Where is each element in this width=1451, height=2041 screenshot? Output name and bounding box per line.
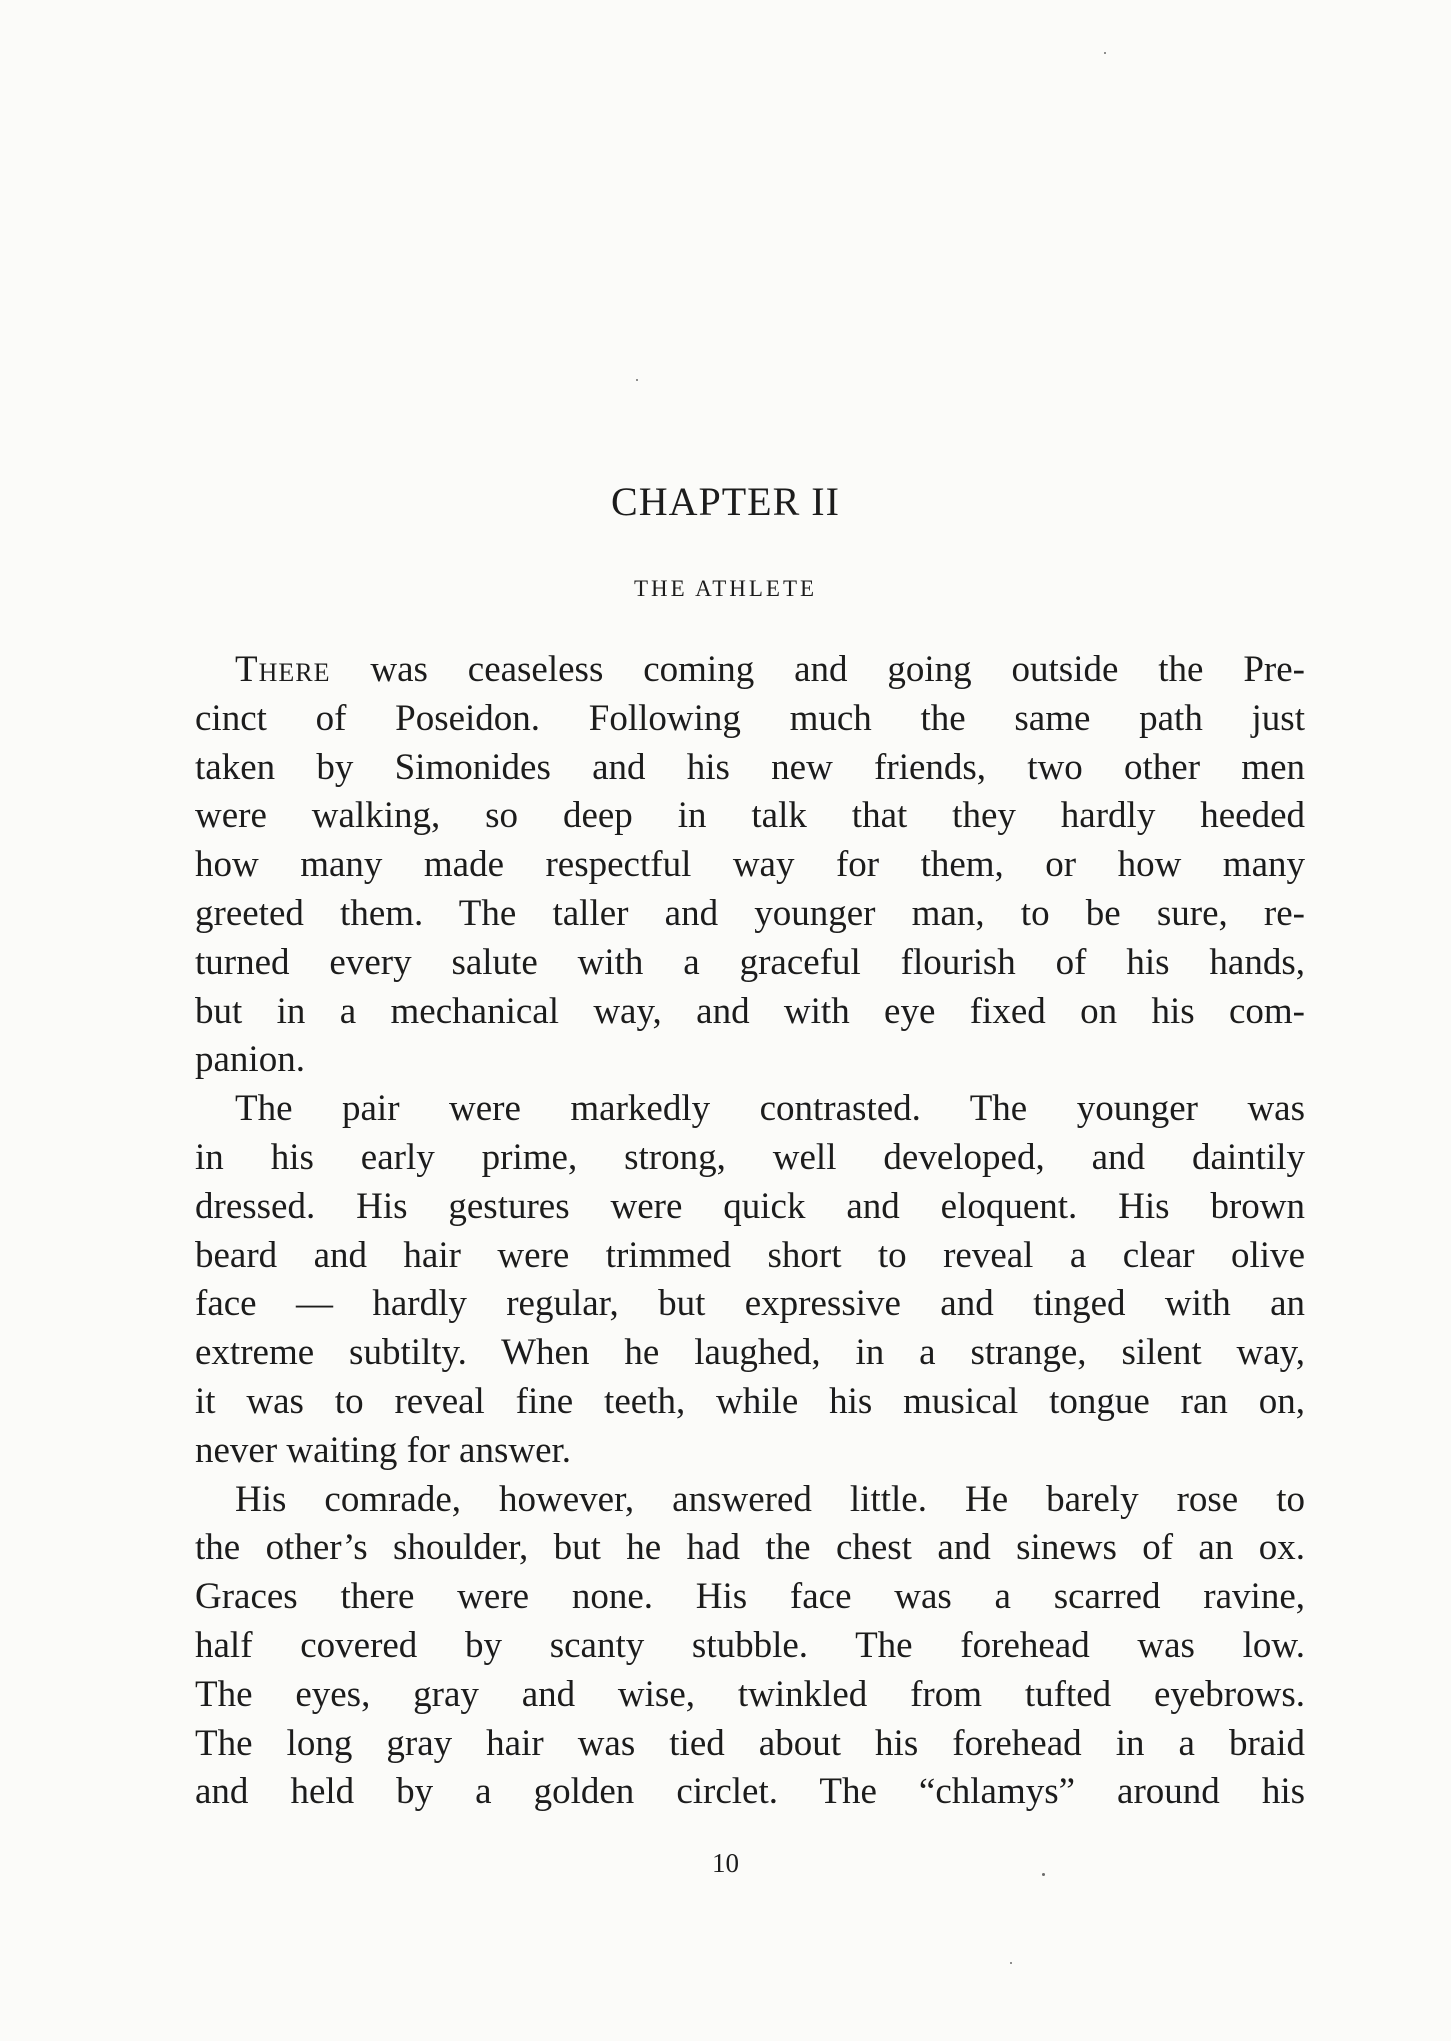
text-line: The eyes, gray and wise, twinkled from tufted eyebrows. (195, 1673, 1305, 1715)
paper-speck (1104, 52, 1106, 54)
text-line: beard and hair were trimmed short to reveal a clear olive (195, 1234, 1305, 1276)
chapter-subtitle: THE ATHLETE (633, 576, 818, 601)
text-line: The long gray hair was tied about his forehead in a braid (195, 1722, 1305, 1764)
text-line: The pair were markedly contrasted. The younger was (235, 1088, 1305, 1130)
opening-word: There (235, 649, 331, 690)
text-line: but in a mechanical way, and with eye fixed on his com- (195, 990, 1305, 1032)
body-text (195, 646, 1305, 1817)
text-line (195, 646, 1305, 695)
text-line: were walking, so deep in talk that they hardly heeded (195, 795, 1305, 837)
text-line: and held by a golden circlet. The “chlamys” around his (195, 1771, 1305, 1813)
text-line: His comrade, however, answered little. He barely rose to (235, 1478, 1305, 1520)
text-line: how many made respectful way for them, or how many (195, 844, 1305, 886)
text-line: dressed. His gestures were quick and eloquent. His brown (195, 1185, 1305, 1227)
text-line: it was to reveal fine teeth, while his musical tongue ran on, (195, 1380, 1305, 1422)
text-line: taken by Simonides and his new friends, two other men (195, 746, 1305, 788)
text-line: greeted them. The taller and younger man, to be sure, re- (195, 892, 1305, 934)
text-line: half covered by scanty stubble. The forehead was low. (195, 1624, 1305, 1666)
paper-speck (636, 379, 638, 381)
text-line: extreme subtilty. When he laughed, in a strange, silent way, (195, 1332, 1305, 1374)
text-line: face — hardly regular, but expressive and tinged with an (195, 1283, 1305, 1325)
paper-speck (1042, 1873, 1045, 1876)
page-number: 10 (712, 1848, 739, 1878)
text-line-rest: was ceaseless coming and going outside the Pre- (330, 649, 1305, 690)
text-line: the other’s shoulder, but he had the chest and sinews of an ox. (195, 1527, 1305, 1569)
text-line: panion. (195, 1039, 305, 1081)
text-line: turned every salute with a graceful flourish of his hands, (195, 941, 1305, 983)
text-line: cinct of Poseidon. Following much the same path just (195, 697, 1305, 739)
text-line: in his early prime, strong, well developed, and daintily (195, 1136, 1305, 1178)
chapter-title: CHAPTER II (611, 479, 840, 524)
text-line: never waiting for answer. (195, 1429, 572, 1471)
text-line: Graces there were none. His face was a scarred ravine, (195, 1576, 1305, 1618)
paper-speck (1010, 1962, 1012, 1964)
